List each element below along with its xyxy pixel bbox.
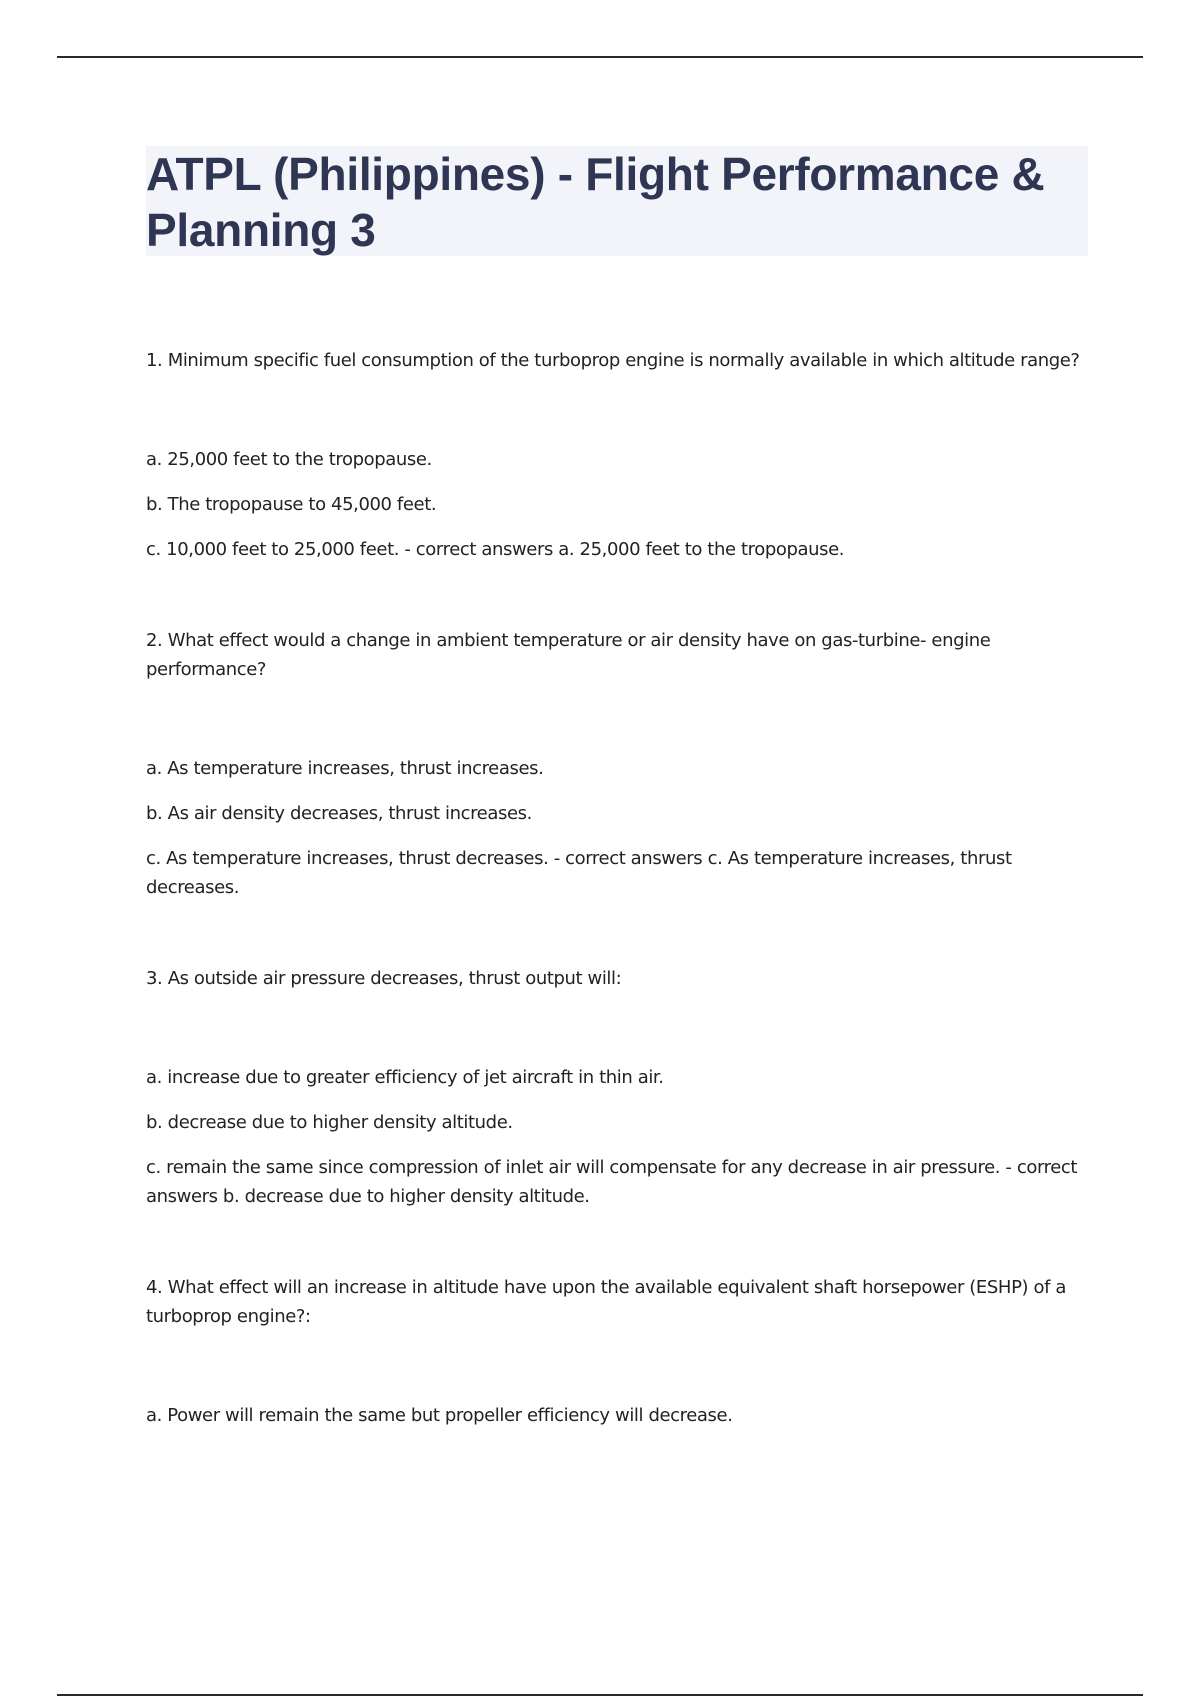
answer-options [146, 1063, 1096, 1211]
answer-option: c. As temperature increases, thrust decreases. - correct answers c. As temperature increases, thrust decreases. [146, 848, 1012, 898]
answer-option: a. increase due to greater efficiency of jet aircraft in thin air. [146, 1067, 664, 1088]
question-block [146, 964, 1096, 1211]
answer-options [146, 754, 1096, 902]
question-block [146, 626, 1096, 902]
answer-option: a. 25,000 feet to the tropopause. [146, 449, 432, 470]
question-block [146, 1273, 1096, 1430]
question-text: 4. What effect will an increase in altitude have upon the available equivalent shaft horsepower (ESHP) of a turboprop engine?: [146, 1277, 1066, 1327]
question-text: 1. Minimum specific fuel consumption of the turboprop engine is normally available in which altitude range? [146, 350, 1080, 371]
question-list [146, 346, 1096, 1430]
answer-options [146, 1401, 1096, 1430]
answer-option: c. remain the same since compression of inlet air will compensate for any decrease in air pressure. - correct answers b. decrease due to higher density altitude. [146, 1157, 1078, 1207]
answer-option: b. As air density decreases, thrust increases. [146, 803, 532, 824]
document-title: ATPL (Philippines) - Flight Performance & Planning 3 [146, 148, 1045, 256]
answer-option: a. As temperature increases, thrust increases. [146, 758, 544, 779]
title-banner [146, 146, 1088, 256]
question-text: 2. What effect would a change in ambient temperature or air density have on gas-turbine- engine performance? [146, 630, 991, 680]
question-text: 3. As outside air pressure decreases, thrust output will: [146, 968, 622, 989]
answer-option: b. decrease due to higher density altitude. [146, 1112, 513, 1133]
header-rule [57, 56, 1143, 58]
answer-option: b. The tropopause to 45,000 feet. [146, 494, 437, 515]
answer-option: c. 10,000 feet to 25,000 feet. - correct answers a. 25,000 feet to the tropopause. [146, 539, 845, 560]
question-block [146, 346, 1096, 564]
footer-rule [57, 1694, 1143, 1696]
answer-options [146, 445, 1096, 564]
answer-option: a. Power will remain the same but propeller efficiency will decrease. [146, 1405, 733, 1426]
